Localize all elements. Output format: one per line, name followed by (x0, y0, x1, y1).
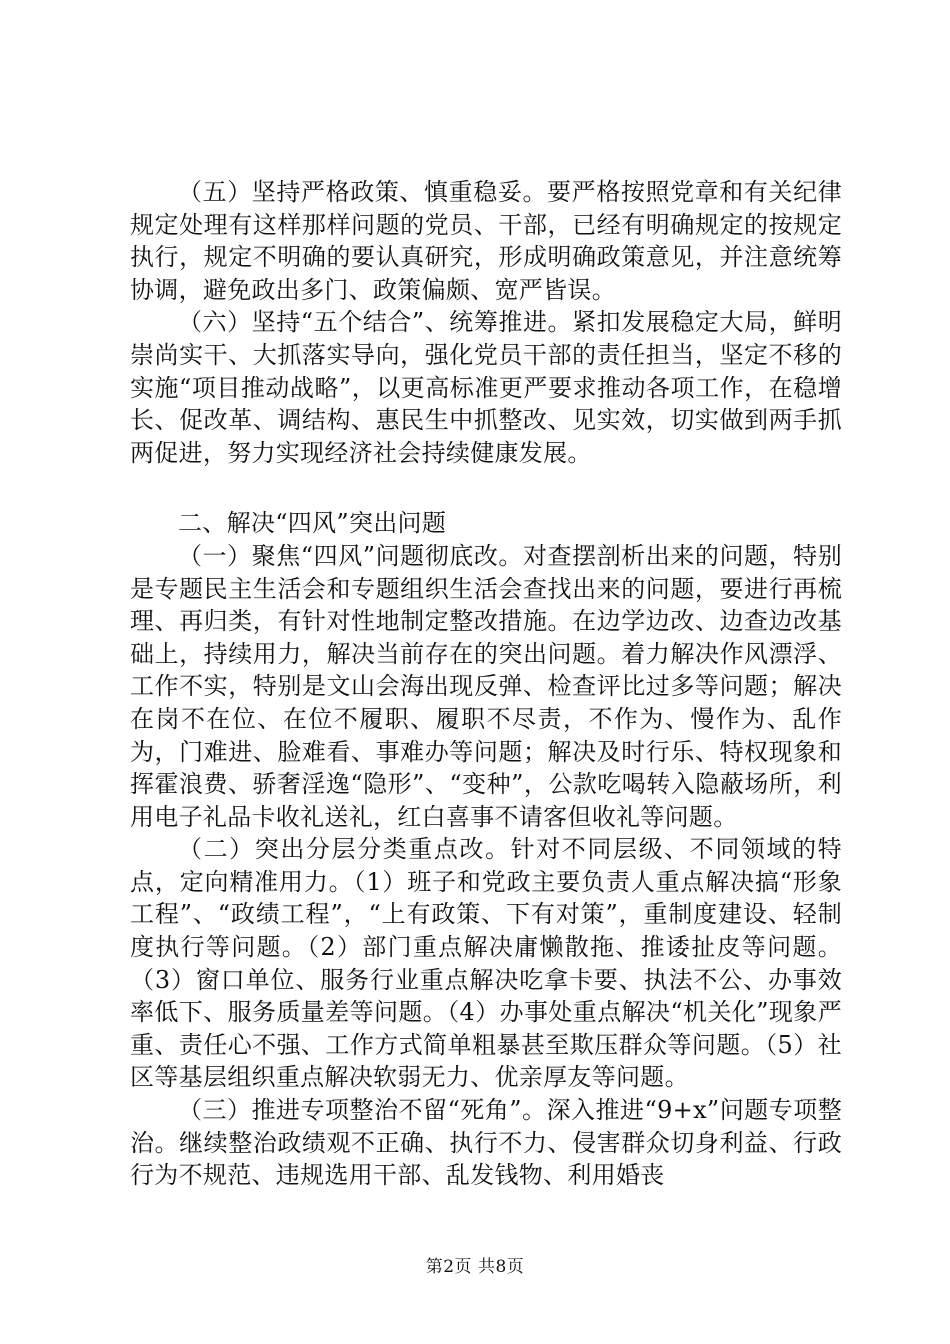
section-heading: 二、解决“四风”突出问题 (178, 509, 447, 538)
paragraph-six: （六）坚持“五个结合”、统筹推进。紧扣发展稳定大局，鲜明崇尚实干、大抓落实导向，强化党员干部的责任担当，坚定不移的实施“项目推动战略”，以更高标准更严要求推动各项工作，在稳增长、促改革、调结构、惠民生中抓整改、见实效，切实做到两手抓两促进，努力实现经济社会持续健康发展。 (130, 308, 842, 467)
paragraph-one: （一）聚焦“四风”问题彻底改。对查摆剖析出来的问题，特别是专题民主生活会和专题组织生活会查找出来的问题，要进行再梳理、再归类，有针对性地制定整改措施。在边学边改、边查边改基础上，持续用力，解决当前存在的突出问题。着力解决作风漂浮、工作不实，特别是文山会海出现反弹、检查评比过多等问题；解决在岗不在位、在位不履职、履职不尽责，不作为、慢作为、乱作为，门难进、脸难看、事难办等问题；解决及时行乐、特权现象和挥霍浪费、骄奢淫逸“隐形”、“变种”，公款吃喝转入隐蔽场所，利用电子礼品卡收礼送礼，红白喜事不请客但收礼等问题。 (130, 541, 842, 831)
paragraph-three: （三）推进专项整治不留“死角”。深入推进“9+x”问题专项整治。继续整治政绩观不正确、执行不力、侵害群众切身利益、行政行为不规范、违规选用干部、乱发钱物、利用婚丧 (130, 1096, 842, 1190)
paragraph-two: （二）突出分层分类重点改。针对不同层级、不同领域的特点，定向精准用力。（1）班子和党政主要负责人重点解决搞“形象工程”、“政绩工程”，“上有政策、下有对策”，重制度建设、轻制度执行等问题。（2）部门重点解决庸懒散拖、推诿扯皮等问题。（3）窗口单位、服务行业重点解决吃拿卡要、执法不公、办事效率低下、服务质量差等问题。（4）办事处重点解决“机关化”现象严重、责任心不强、工作方式简单粗暴甚至欺压群众等问题。（5）社区等基层组织重点解决软弱无力、优亲厚友等问题。 (130, 835, 842, 1092)
paragraph-five: （五）坚持严格政策、慎重稳妥。要严格按照党章和有关纪律规定处理有这样那样问题的党员、干部，已经有明确规定的按规定执行，规定不明确的要认真研究，形成明确政策意见，并注意统筹协调，避免政出多门、政策偏颇、宽严皆误。 (130, 178, 842, 304)
document-body (130, 176, 842, 1192)
page-footer: 第2页 共8页 (425, 1257, 525, 1277)
